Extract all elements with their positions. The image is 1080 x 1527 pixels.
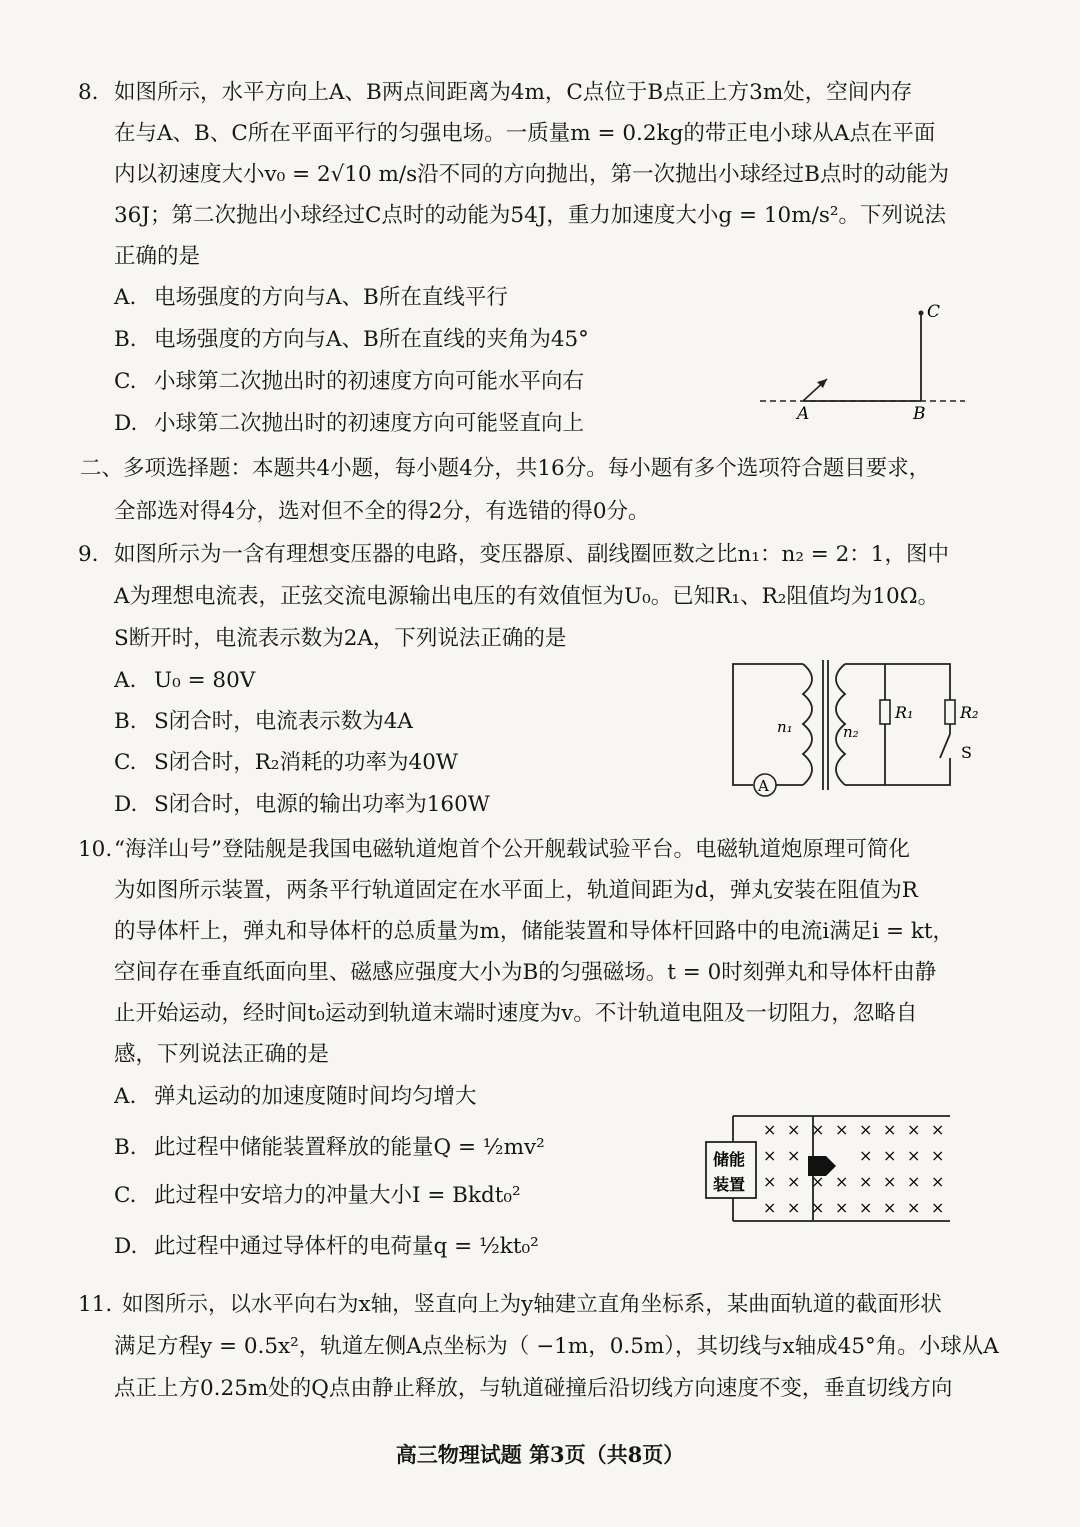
q8-option-d: D. 小球第二次抛出时的初速度方向可能竖直向上 <box>114 411 585 436</box>
q9-circuit-figure <box>725 652 985 802</box>
q9-option-d: D. S闭合时，电源的输出功率为160W <box>114 792 490 817</box>
field-cross-mark: × <box>763 1146 777 1165</box>
field-cross-mark: × <box>811 1198 825 1217</box>
field-cross-mark: × <box>883 1146 897 1165</box>
question-9-line: 如图所示为一含有理想变压器的电路，变压器原、副线圈匝数之比n₁：n₂ = 2：1，图中 <box>114 542 949 567</box>
q9-label-s: S <box>961 743 972 762</box>
field-cross-mark: × <box>907 1146 921 1165</box>
question-10-line: 的导体杆上，弹丸和导体杆的总质量为m，储能装置和导体杆回路中的电流i满足i = kt， <box>114 919 954 944</box>
question-8-line: 内以初速度大小v₀ = 2√10 m/s沿不同的方向抛出，第一次抛出小球经过B点时的动能为 <box>114 162 949 187</box>
question-8-line: 在与A、B、C所在平面平行的匀强电场。一质量m = 0.2kg的带正电小球从A点在平面 <box>114 121 936 146</box>
q10-device-label: 装置 <box>713 1175 746 1194</box>
q10-magnetic-field <box>763 1120 944 1217</box>
field-cross-mark: × <box>787 1172 801 1191</box>
field-cross-mark: × <box>763 1172 777 1191</box>
q8-label-c: C <box>927 302 941 322</box>
q8-label-b: B <box>913 404 926 424</box>
field-cross-mark: × <box>883 1198 897 1217</box>
field-cross-mark: × <box>835 1198 849 1217</box>
q9-switch-s <box>940 734 950 758</box>
question-8-line: 正确的是 <box>114 244 201 269</box>
question-10-line: 为如图所示装置，两条平行轨道固定在水平面上，轨道间距为d，弹丸安装在阻值为R <box>114 878 918 903</box>
field-cross-mark: × <box>787 1120 801 1139</box>
question-8-number: 8. <box>78 80 99 105</box>
field-cross-mark: × <box>763 1198 777 1217</box>
question-11-line: 如图所示，以水平向右为x轴，竖直向上为y轴建立直角坐标系，某曲面轨道的截面形状 <box>122 1292 942 1317</box>
q9-label-r1: R₁ <box>895 703 914 722</box>
field-cross-mark: × <box>907 1198 921 1217</box>
field-cross-mark: × <box>763 1120 777 1139</box>
q10-option-d: D. 此过程中通过导体杆的电荷量q = ½kt₀² <box>114 1234 539 1259</box>
question-8-line: 如图所示，水平方向上A、B两点间距离为4m，C点位于B点正上方3m处，空间内存 <box>114 80 913 105</box>
field-cross-mark: × <box>811 1172 825 1191</box>
q9-resistor-r1 <box>880 700 890 724</box>
field-cross-mark: × <box>907 1120 921 1139</box>
section-2-instructions: 二、多项选择题：本题共4小题，每小题4分，共16分。每小题有多个选项符合题目要求， <box>80 456 931 481</box>
field-cross-mark: × <box>811 1120 825 1139</box>
field-cross-mark: × <box>787 1146 801 1165</box>
q10-device-label: 储能 <box>713 1150 746 1169</box>
question-10-number: 10. <box>78 837 113 862</box>
field-cross-mark: × <box>931 1120 945 1139</box>
q10-option-c: C. 此过程中安培力的冲量大小I = Bkdt₀² <box>114 1183 521 1208</box>
field-cross-mark: × <box>859 1120 873 1139</box>
q10-option-b: B. 此过程中储能装置释放的能量Q = ½mv² <box>114 1135 545 1160</box>
section-2-instructions: 全部选对得4分，选对但不全的得2分，有选错的得0分。 <box>114 499 650 524</box>
field-cross-mark: × <box>787 1198 801 1217</box>
question-10-line: 空间存在垂直纸面向里、磁感应强度大小为B的匀强磁场。t = 0时刻弹丸和导体杆由静 <box>114 960 937 985</box>
field-cross-mark: × <box>835 1172 849 1191</box>
q9-primary-coil <box>803 664 812 785</box>
q8-figure <box>755 295 975 430</box>
question-9-line: S断开时，电流表示数为2A，下列说法正确的是 <box>114 626 567 651</box>
field-cross-mark: × <box>931 1146 945 1165</box>
question-11-number: 11. <box>78 1292 113 1317</box>
q10-option-a: A. 弹丸运动的加速度随时间均匀增大 <box>114 1084 477 1109</box>
q9-secondary-wire-bottom <box>845 758 950 785</box>
field-cross-mark: × <box>931 1172 945 1191</box>
q9-ammeter-label: A <box>758 777 769 795</box>
q9-option-a: A. U₀ = 80V <box>114 668 256 693</box>
field-cross-mark: × <box>883 1172 897 1191</box>
field-cross-mark: × <box>859 1146 873 1165</box>
question-9-number: 9. <box>78 542 99 567</box>
field-cross-mark: × <box>835 1120 849 1139</box>
q9-secondary-wire-top <box>845 664 950 700</box>
question-10-line: 感，下列说法正确的是 <box>114 1042 330 1067</box>
q9-label-r2: R₂ <box>960 703 979 722</box>
q8-option-b: B. 电场强度的方向与A、B所在直线的夹角为45° <box>114 327 589 352</box>
q9-option-b: B. S闭合时，电流表示数为4A <box>114 709 413 734</box>
field-cross-mark: × <box>883 1120 897 1139</box>
question-10-line: “海洋山号”登陆舰是我国电磁轨道炮首个公开舰载试验平台。电磁轨道炮原理可简化 <box>114 837 910 862</box>
q9-resistor-r2 <box>945 700 955 724</box>
question-9-line: A为理想电流表，正弦交流电源输出电压的有效值恒为U₀。已知R₁、R₂阻值均为10Ω。 <box>114 584 940 609</box>
question-11-line: 满足方程y = 0.5x²，轨道左侧A点坐标为（ −1m，0.5m），其切线与x轴成45°角。小球从A <box>114 1334 999 1359</box>
q8-point-c <box>919 311 924 316</box>
q9-option-c: C. S闭合时，R₂消耗的功率为40W <box>114 750 458 775</box>
q8-option-a: A. 电场强度的方向与A、B所在直线平行 <box>114 285 508 310</box>
field-cross-mark: × <box>859 1172 873 1191</box>
field-cross-mark: × <box>907 1172 921 1191</box>
q10-railgun-figure <box>700 1110 955 1228</box>
question-10-line: 止开始运动，经时间t₀运动到轨道末端时速度为v。不计轨道电阻及一切阻力，忽略自 <box>114 1001 918 1026</box>
q8-label-a: A <box>797 404 810 424</box>
q9-label-n1: n₁ <box>777 718 793 736</box>
field-cross-mark: × <box>859 1198 873 1217</box>
field-cross-mark: × <box>931 1198 945 1217</box>
q9-label-n2: n₂ <box>843 723 859 741</box>
question-11-line: 点正上方0.25m处的Q点由静止释放，与轨道碰撞后沿切线方向速度不变，垂直切线方向 <box>114 1376 953 1401</box>
q8-option-c: C. 小球第二次抛出时的初速度方向可能水平向右 <box>114 369 585 394</box>
question-8-line: 36J；第二次抛出小球经过C点时的动能为54J，重力加速度大小g = 10m/s²。下列说法 <box>114 203 946 228</box>
page-footer: 高三物理试题 第3页（共8页） <box>395 1442 685 1467</box>
